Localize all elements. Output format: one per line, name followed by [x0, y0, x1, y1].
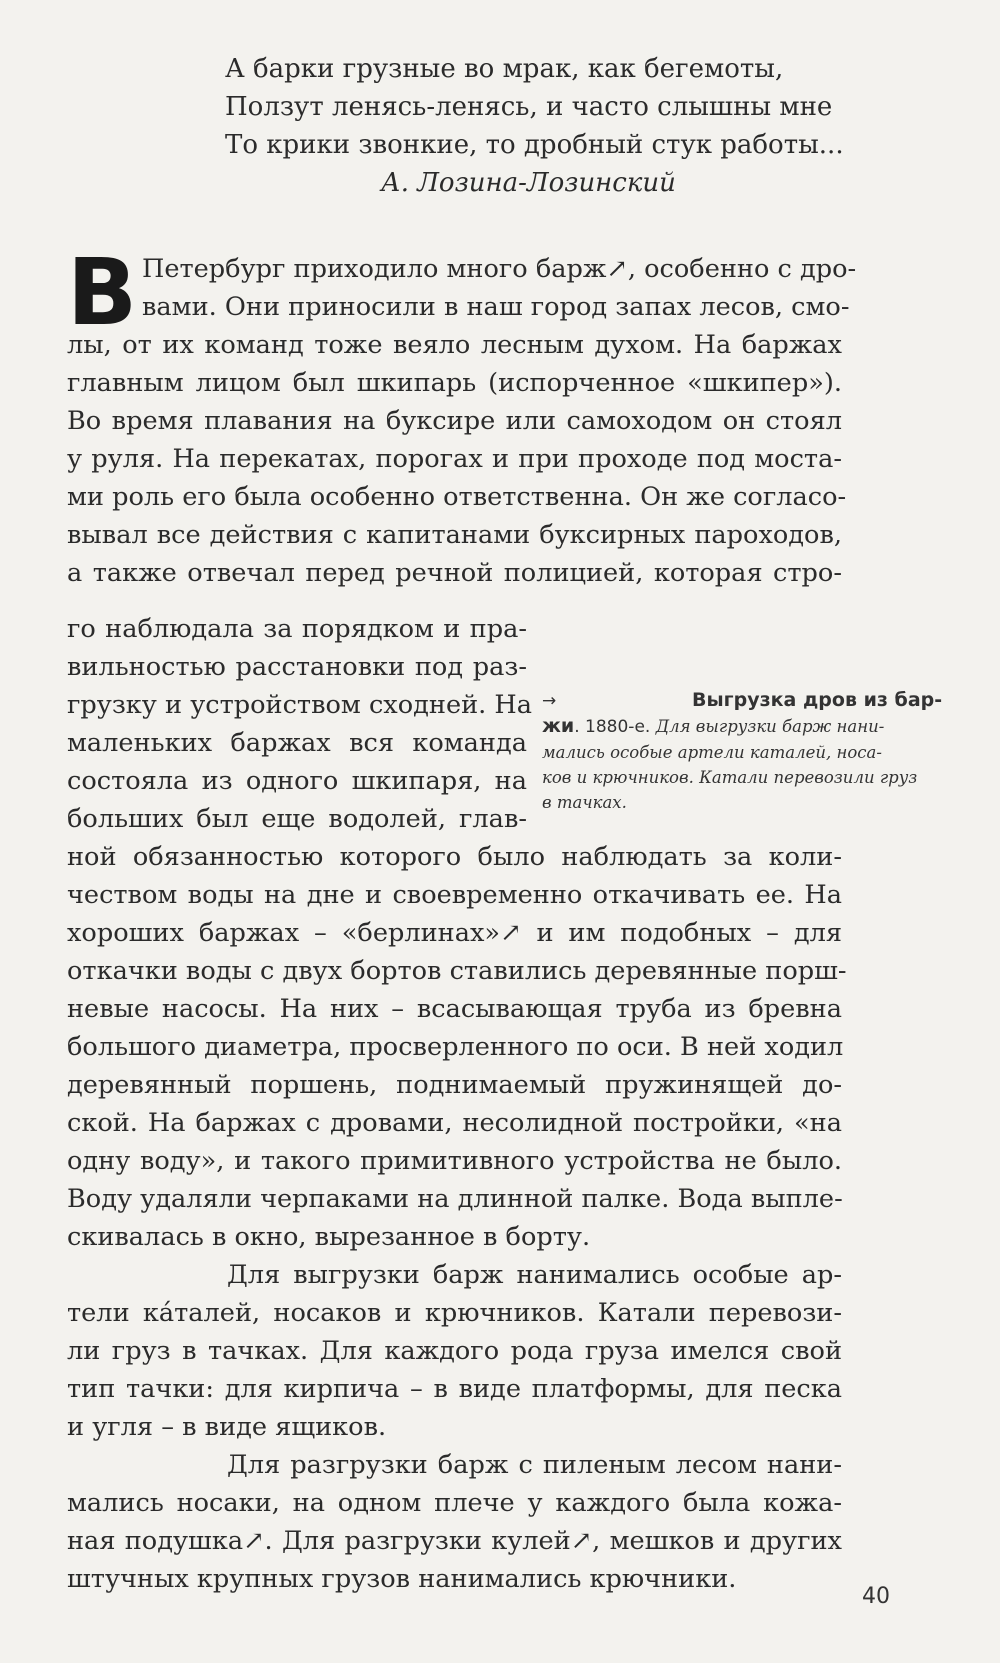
- text-line: Воду удаляли черпаками на длинной палке. Вода выпле-: [67, 1184, 843, 1214]
- text-line: лы, от их команд тоже веяло лесным духом. На баржах: [67, 330, 842, 360]
- text-line: у руля. На перекатах, порогах и при проходе под моста-: [67, 444, 842, 474]
- caption-text: ков и крючников. Катали перевозили груз: [542, 768, 918, 787]
- epigraph: [225, 50, 865, 202]
- text-line: невые насосы. На них – всасывающая труба из бревна: [67, 994, 842, 1024]
- text-block-bottom: [67, 838, 847, 1598]
- text-line: грузку и устройством сходней. На: [67, 690, 532, 720]
- text-line: одну воду», и такого примитивного устройства не было.: [67, 1146, 842, 1176]
- text-line: маленьких баржах вся команда: [67, 728, 527, 758]
- epigraph-line: То крики звонкие, то дробный стук работы...: [225, 130, 844, 160]
- text-block-top: [67, 239, 857, 592]
- drop-cap: В: [67, 239, 138, 346]
- text-line: и угля – в виде ящиков.: [67, 1412, 387, 1442]
- epigraph-line: Ползут ленясь-ленясь, и часто слышны мне: [225, 92, 833, 122]
- text-line: тели ка́талей, носаков и крючников. Катали перевози-: [67, 1298, 842, 1328]
- text-line: Петербург приходило много барж↗, особенно с дро-: [142, 254, 857, 284]
- text-line: Во время плавания на буксире или самоходом он стоял: [67, 406, 842, 436]
- text-line: чеством воды на дне и своевременно откачивать ее. На: [67, 880, 842, 910]
- text-line: Для выгрузки барж нанимались особые ар-: [227, 1260, 842, 1290]
- text-line: ли груз в тачках. Для каждого рода груза имелся свой: [67, 1336, 842, 1366]
- text-line: главным лицом был шкипарь (испорченное «шкипер»).: [67, 368, 842, 398]
- text-line: большого диаметра, просверленного по оси. В ней ходил: [67, 1032, 844, 1062]
- epigraph-line: А барки грузные во мрак, как бегемоты,: [225, 54, 784, 84]
- text-line: скивалась в окно, вырезанное в борту.: [67, 1222, 591, 1252]
- text-line: Для разгрузки барж с пиленым лесом нани-: [227, 1450, 842, 1480]
- caption-title-end: жи: [542, 715, 575, 737]
- page-number: 40: [862, 1584, 890, 1609]
- epigraph-author: А. Лозина-Лозинский: [381, 168, 676, 198]
- caption-text: в тачках.: [542, 793, 627, 812]
- text-line: мались носаки, на одном плече у каждого была кожа-: [67, 1488, 842, 1518]
- text-line: больших был еще водолей, глав-: [67, 804, 527, 834]
- text-line: вами. Они приносили в наш город запах лесов, смо-: [142, 292, 850, 322]
- text-line: откачки воды с двух бортов ставились деревянные порш-: [67, 956, 847, 986]
- caption-text: мались особые артели каталей, носа-: [542, 743, 882, 762]
- text-line: вильностью расстановки под раз-: [67, 652, 527, 682]
- text-line: ной обязанностью которого было наблюдать за коли-: [67, 842, 842, 872]
- caption-date: . 1880-е.: [574, 717, 651, 737]
- text-line: а также отвечал перед речной полицией, которая стро-: [67, 558, 842, 588]
- text-line: деревянный поршень, поднимаемый пружинящей до-: [67, 1070, 842, 1100]
- text-line: вывал все действия с капитанами буксирных пароходов,: [67, 520, 842, 550]
- caption-title: Выгрузка дров из бар-: [692, 689, 943, 711]
- text-line: го наблюдала за порядком и пра-: [67, 614, 527, 644]
- text-line: хороших баржах – «берлинах»↗ и им подобных – для: [67, 918, 842, 948]
- text-line: ми роль его была особенно ответственна. Он же согласо-: [67, 482, 847, 512]
- figure-caption: [542, 688, 974, 815]
- text-line: ная подушка↗. Для разгрузки кулей↗, мешков и других: [67, 1526, 842, 1556]
- text-line: тип тачки: для кирпича – в виде платформы, для песка: [67, 1374, 842, 1404]
- arrow-right-icon: →: [542, 691, 557, 711]
- text-line: штучных крупных грузов нанимались крючники.: [67, 1564, 737, 1594]
- caption-text: Для выгрузки барж нани-: [655, 717, 885, 736]
- text-line: состояла из одного шкипаря, на: [67, 766, 527, 796]
- text-line: ской. На баржах с дровами, несолидной постройки, «на: [67, 1108, 842, 1138]
